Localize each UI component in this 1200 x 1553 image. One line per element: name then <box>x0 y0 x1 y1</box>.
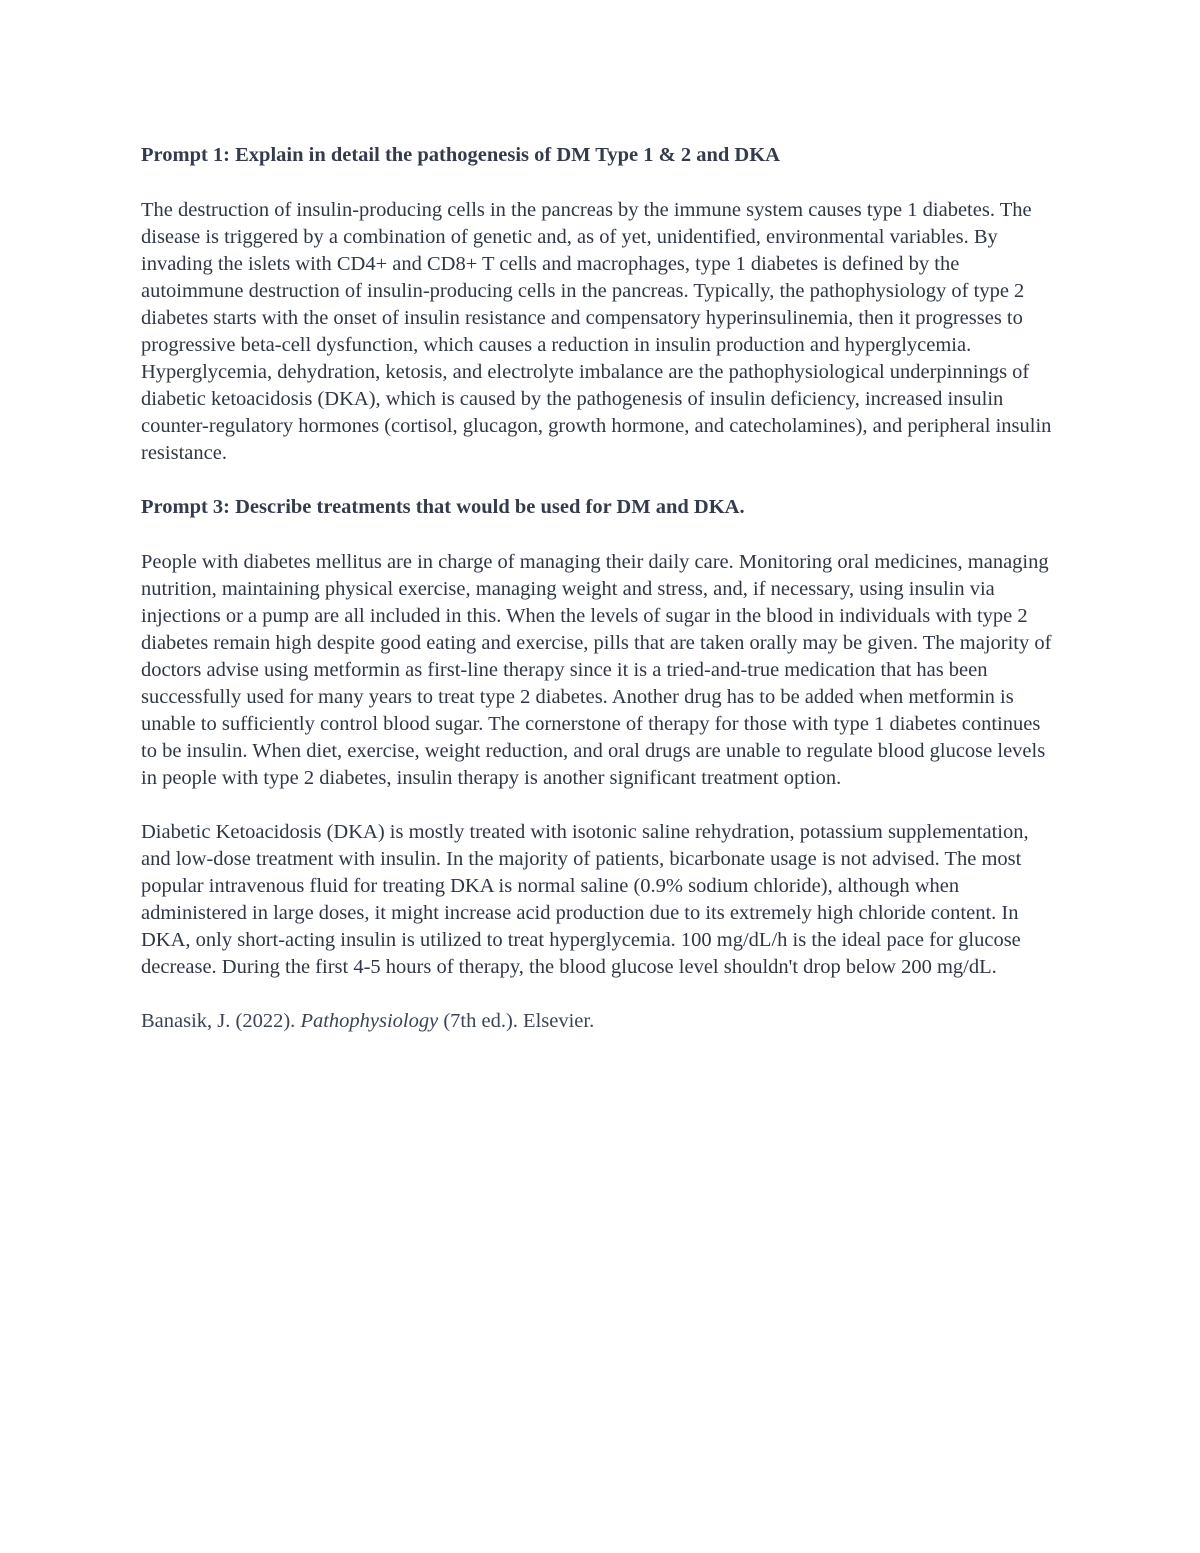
prompt-3-paragraph-2: Diabetic Ketoacidosis (DKA) is mostly treated with isotonic saline rehydration, potassium supplementation, and low-dose treatment with insulin. In the majority of patients, bicarbonate usage is not advised. The most popular intravenous fluid for treating DKA is normal saline (0.9% sodium chloride), although when administered in large doses, it might increase acid production due to its extremely high chloride content. In DKA, only short-acting insulin is utilized to treat hyperglycemia. 100 mg/dL/h is the ideal pace for glucose decrease. During the first 4-5 hours of therapy, the blood glucose level shouldn't drop below 200 mg/dL. <box>141 821 1029 978</box>
citation-authors: Banasik, J. (2022). <box>141 1010 301 1032</box>
prompt-3-paragraph-1: People with diabetes mellitus are in charge of managing their daily care. Monitoring oral medicines, managing nutrition, maintaining physical exercise, managing weight and stress, and, if necessary, using insulin via injections or a pump are all included in this. When the levels of sugar in the blood in individuals with type 2 diabetes remain high despite good eating and exercise, pills that are taken orally may be given. The majority of doctors advise using metformin as first-line therapy since it is a tried-and-true medication that has been successfully used for many years to treat type 2 diabetes. Another drug has to be added when metformin is unable to sufficiently control blood sugar. The cornerstone of therapy for those with type 1 diabetes continues to be insulin. When diet, exercise, weight reduction, and oral drugs are unable to regulate blood glucose levels in people with type 2 diabetes, insulin therapy is another significant treatment option. <box>141 551 1052 789</box>
reference-citation <box>141 1008 1061 1035</box>
prompt-1-paragraph: The destruction of insulin-producing cells in the pancreas by the immune system causes type 1 diabetes. The disease is triggered by a combination of genetic and, as of yet, unidentified, environmental variables. By invading the islets with CD4+ and CD8+ T cells and macrophages, type 1 diabetes is defined by the autoimmune destruction of insulin-producing cells in the pancreas. Typically, the pathophysiology of type 2 diabetes starts with the onset of insulin resistance and compensatory hyperinsulinemia, then it progresses to progressive beta-cell dysfunction, which causes a reduction in insulin production and hyperglycemia. Hyperglycemia, dehydration, ketosis, and electrolyte imbalance are the pathophysiological underpinnings of diabetic ketoacidosis (DKA), which is caused by the pathogenesis of insulin deficiency, increased insulin counter-regulatory hormones (cortisol, glucagon, growth hormone, and catecholamines), and peripheral insulin resistance. <box>141 199 1052 464</box>
citation-title: Pathophysiology <box>300 1010 439 1032</box>
prompt-1-heading: Prompt 1: Explain in detail the pathogenesis of DM Type 1 & 2 and DKA <box>141 144 780 166</box>
citation-rest: (7th ed.). Elsevier. <box>438 1010 595 1032</box>
document-page <box>141 142 1061 1035</box>
prompt-3-heading: Prompt 3: Describe treatments that would be used for DM and DKA. <box>141 496 745 518</box>
